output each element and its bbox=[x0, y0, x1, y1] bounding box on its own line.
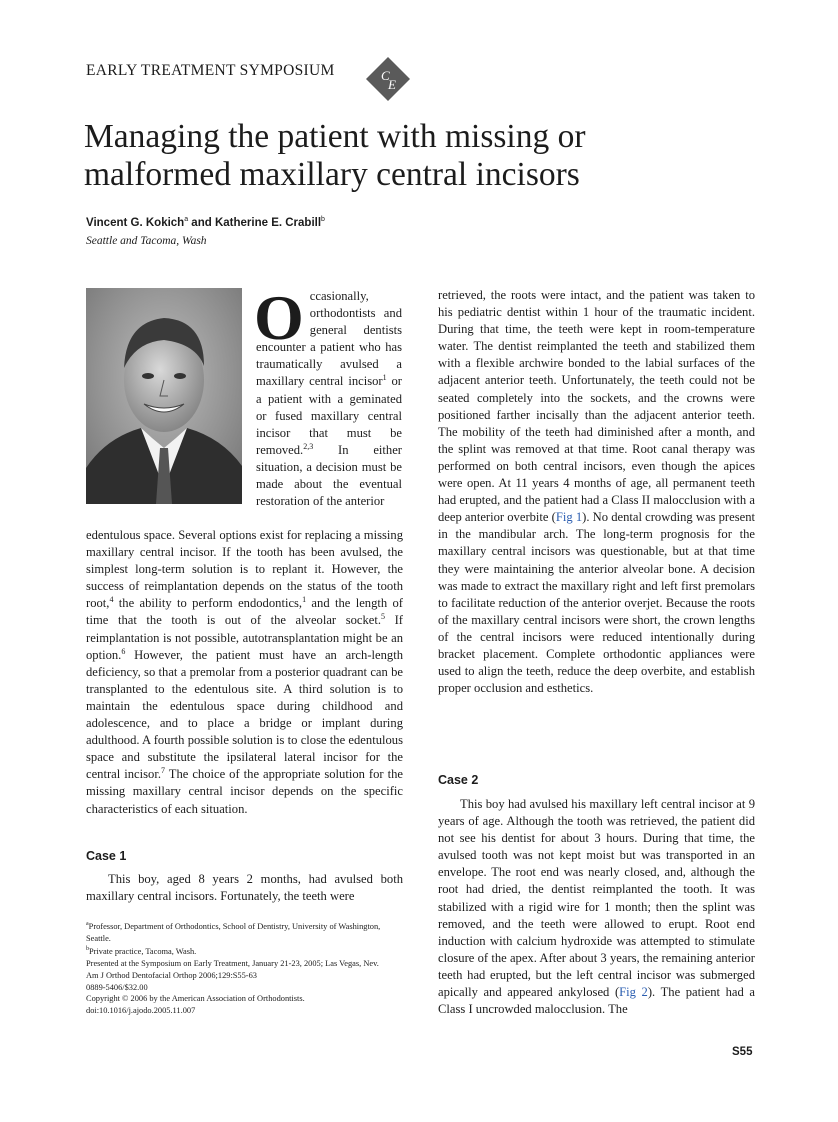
affiliation-mark: b bbox=[86, 946, 89, 953]
citation-ref: 2,3 bbox=[303, 441, 314, 451]
text-run: This boy had avulsed his maxillary left central incisor at 9 years of age. Although the tooth was retrieved, the patient did not see his dentist for about 3 hours. During that time, the avulsed tooth was not kept moist but was transported in an envelope. The root end was nearly closed, and, although the root had dried, the dentist reimplanted the tooth. It was stabilized with a rigid wire for 1 month; then the splint was removed, and the teeth were allowed to erupt. Root end induction with calcium hydroxide was attempted to stimulate closure of the apex. After about 3 years, the remaining anterior teeth had erupted, but the left central incisor was submerged apically and appeared ankylosed ( bbox=[438, 797, 755, 1000]
citation-ref: 6 bbox=[121, 646, 126, 656]
text-run: In either situation, a decision must be made about the eventual restoration of the anterior bbox=[256, 442, 402, 509]
text-run: or a patient with a geminated or fused maxillary central incisor that must be removed. bbox=[256, 374, 403, 457]
author-name: Vincent G. Kokich bbox=[86, 216, 185, 229]
intro-wrapped-text bbox=[254, 282, 403, 510]
footnote-divider bbox=[86, 912, 403, 913]
author-portrait-photo bbox=[86, 288, 242, 504]
article-title: Managing the patient with missing or malformed maxillary central incisors bbox=[84, 118, 586, 193]
page-number: S55 bbox=[732, 1046, 753, 1058]
footnotes bbox=[86, 919, 403, 1017]
text-run: The choice of the appropriate solution for the missing maxillary central incisor depends on the specific characteristics of each situation. bbox=[86, 767, 403, 816]
footnote-presented: Presented at the Symposium on Early Treatment, January 21-23, 2005; Las Vegas, Nev. bbox=[86, 958, 379, 968]
text-run: This boy, aged 8 years 2 months, had avulsed both maxillary central incisors. Fortunately, the teeth were bbox=[86, 872, 403, 904]
text-run: retrieved, the roots were intact, and the patient was taken to his pediatric dentist within 1 hour of the traumatic incident. During that time, the teeth were kept in room-temperature water. The dentist reimplanted the teeth and stabilized them with a flexible archwire bonded to the labial surfaces of the adjacent anterior teeth. Unfortunately, the teeth could not be seated completely into the sockets, and the crowns were positioned farther incisally than the adjacent anterior teeth. The mobility of the teeth had diminished after a month, and the splint was removed at that time. Root canal therapy was performed on both central incisors, even though the apices were open. At 11 years 4 months of age, all permanent teeth had erupted, and the patient had a Class II malocclusion with a deep anterior overbite ( bbox=[438, 288, 755, 525]
text-run: If reimplantation is not possible, autotransplantation might be an option. bbox=[86, 613, 404, 662]
affiliation-mark: a bbox=[184, 216, 189, 223]
text-run: and the length of time that the tooth is out of the alveolar socket. bbox=[86, 596, 404, 628]
text-run: ccasionally, orthodontists and general dentists encounter a patient who has traumatically avulsed a maxillary central incisor bbox=[256, 289, 402, 389]
footnote-copyright: Copyright © 2006 by the American Association of Orthodontists. bbox=[86, 994, 305, 1004]
case1-continued-paragraph bbox=[438, 287, 755, 697]
ce-logo bbox=[365, 56, 411, 102]
footnote-affiliation-b: Private practice, Tacoma, Wash. bbox=[89, 947, 197, 957]
case1-paragraph bbox=[86, 871, 403, 905]
footnote-citation: Am J Orthod Dentofacial Orthop 2006;129:S55-63 bbox=[86, 970, 257, 980]
author-line bbox=[86, 216, 325, 229]
footnote-doi: doi:10.1016/j.ajodo.2005.11.007 bbox=[86, 1006, 196, 1016]
text-run: ). No dental crowding was present in the mandibular arch. The long-term prognosis for the maxillary central incisors was questionable, but at that time they were maintaining the anterior alveolar bone. A decision was made to extract the maxillary right and left first premolars to facilitate reduction of the anterior overjet. Because the roots of the maxillary central incisors were short, the crown lengths of the central incisors were reduced intentionally during bracket placement. Complete orthodontic appliances were used to align the teeth, reduce the deep overbite, and establish proper occlusion and esthetics. bbox=[438, 510, 755, 696]
author-separator: and bbox=[188, 216, 215, 229]
svg-text:E: E bbox=[388, 77, 396, 92]
intro-paragraph bbox=[86, 527, 403, 818]
text-run: the ability to perform endodontics, bbox=[113, 596, 303, 611]
author-location: Seattle and Tacoma, Wash bbox=[86, 235, 207, 247]
text-run: However, the patient must have an arch-length deficiency, so that a premolar from a posterior quadrant can be transplanted to the edentulous site. A third solution is to maintain the edentulous space during childhood and adolescence, and to place a bridge or implant during adulthood. A fourth possible solution is to close the edentulous space and substitute the ipsilateral lateral incisor for the central incisor. bbox=[86, 647, 403, 782]
citation-ref: 1 bbox=[302, 595, 307, 605]
figure-link[interactable]: Fig 1 bbox=[555, 510, 583, 525]
citation-ref: 7 bbox=[160, 766, 165, 776]
affiliation-mark: b bbox=[321, 216, 325, 223]
citation-ref: 4 bbox=[109, 595, 114, 605]
figure-link[interactable]: Fig 2 bbox=[619, 985, 648, 1000]
section-label: EARLY TREATMENT SYMPOSIUM bbox=[86, 62, 335, 79]
footnote-affiliation-a: Professor, Department of Orthodontics, School of Dentistry, University of Washington, Seattle. bbox=[86, 921, 381, 943]
svg-text:C: C bbox=[381, 68, 390, 83]
footnote-issn: 0889-5406/$32.00 bbox=[86, 982, 148, 992]
case1-heading: Case 1 bbox=[86, 849, 127, 863]
affiliation-mark: a bbox=[86, 921, 89, 927]
citation-ref: 1 bbox=[382, 373, 387, 383]
case2-heading: Case 2 bbox=[438, 773, 479, 787]
drop-cap: O bbox=[254, 282, 304, 353]
citation-ref: 5 bbox=[381, 612, 386, 622]
text-run: edentulous space. Several options exist for replacing a missing maxillary central incisor. If the tooth has been avulsed, the simplest long-term solution is to replant it. However, the success of reimplantation depends on the status of the tooth root, bbox=[86, 528, 403, 611]
case2-paragraph bbox=[438, 796, 755, 1018]
text-run: ). The patient had a Class I uncrowded malocclusion. The bbox=[438, 985, 755, 1017]
author-name: Katherine E. Crabill bbox=[214, 216, 322, 229]
